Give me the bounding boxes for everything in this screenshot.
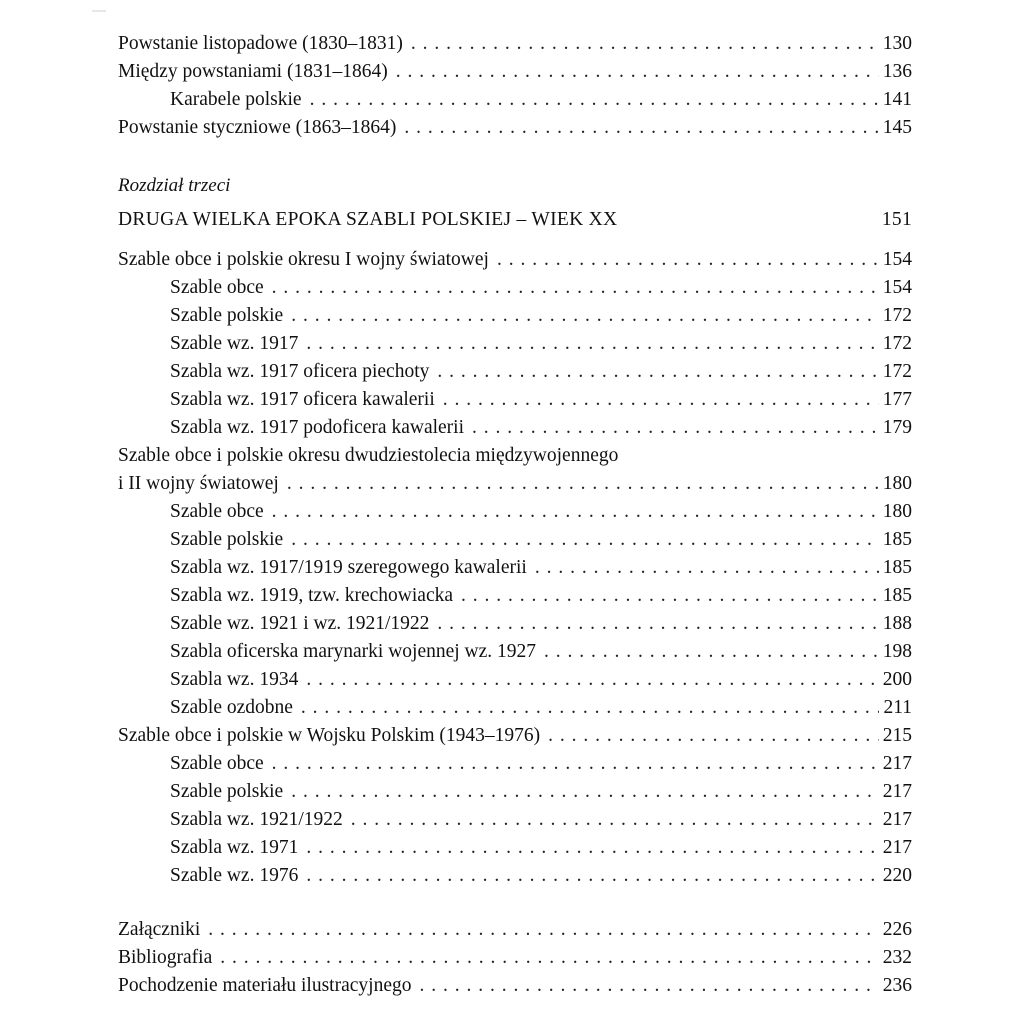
dot-leader: [220, 944, 879, 972]
dot-leader: [437, 358, 878, 386]
scan-artifact: [92, 10, 106, 12]
dot-leader: [306, 666, 878, 694]
chapter-label: Rozdział trzeci: [118, 175, 231, 196]
dot-leader: [291, 526, 879, 554]
toc-entry-page: 154: [882, 277, 912, 298]
toc-entry-label: Karabele polskie: [170, 89, 302, 110]
dot-leader: [472, 414, 879, 442]
toc-subentry: [170, 358, 912, 386]
toc-entry-label: Powstanie styczniowe (1863–1864): [118, 117, 397, 138]
toc-entry-label: Bibliografia: [118, 947, 213, 968]
toc-entry-page: 172: [882, 333, 912, 354]
toc-subentry: [170, 834, 912, 862]
toc-entry: [118, 944, 912, 972]
toc-entry-page: 180: [882, 501, 912, 522]
toc-entry-page: 215: [882, 725, 912, 746]
dot-leader: [301, 694, 880, 722]
dot-leader: [272, 274, 879, 302]
dot-leader: [291, 778, 879, 806]
toc-entry-label: Pochodzenie materiału ilustracyjnego: [118, 975, 412, 996]
dot-leader: [411, 30, 879, 58]
toc-entry-label: Szable obce i polskie okresu I wojny światowej: [118, 249, 489, 270]
toc-entry: [118, 114, 912, 142]
toc-subentry: [170, 414, 912, 442]
toc-entry-label: Szable obce: [170, 753, 264, 774]
toc-entry-page: 172: [882, 305, 912, 326]
toc-entry-label: Szable polskie: [170, 529, 284, 550]
toc-entry-label: Szable wz. 1921 i wz. 1921/1922: [170, 613, 430, 634]
dot-leader: [272, 750, 879, 778]
toc-entry-page: 217: [882, 753, 912, 774]
toc-entry-label: Szabla wz. 1971: [170, 837, 299, 858]
toc-entry-label: Między powstaniami (1831–1864): [118, 61, 388, 82]
dot-leader: [396, 58, 879, 86]
toc-entry-page: 220: [882, 865, 912, 886]
dot-leader: [419, 972, 878, 1000]
toc-entry-label: Szabla wz. 1921/1922: [170, 809, 343, 830]
toc-entry-page: 145: [882, 117, 912, 138]
dot-leader: [461, 582, 879, 610]
dot-leader: [351, 806, 879, 834]
chapter-title: [118, 206, 912, 234]
toc-entry-label: Szable obce: [170, 501, 264, 522]
toc-entry-page: 188: [882, 613, 912, 634]
toc-entry-label: Szabla wz. 1919, tzw. krechowiacka: [170, 585, 453, 606]
toc-entry-label: Szable polskie: [170, 781, 284, 802]
toc-entry-label: Załączniki: [118, 919, 201, 940]
toc-entry-label: Szable polskie: [170, 305, 284, 326]
toc-entry-page: 141: [882, 89, 912, 110]
toc-entry: [118, 972, 912, 1000]
toc-entry-page: 217: [882, 809, 912, 830]
toc-subentry: [170, 274, 912, 302]
toc-subentry: [170, 638, 912, 666]
dot-leader: [287, 470, 879, 498]
toc-subentry: [170, 386, 912, 414]
toc-entry-page: 185: [882, 585, 912, 606]
toc-entry-page: 211: [883, 697, 912, 718]
toc-entry-page: 130: [882, 33, 912, 54]
toc-subentry: [170, 330, 912, 358]
dot-leader: [306, 834, 878, 862]
dot-leader: [306, 862, 878, 890]
toc-entry-page: 236: [882, 975, 912, 996]
toc-entry-label: Szabla wz. 1917 oficera piechoty: [170, 361, 430, 382]
chapter-title-text: DRUGA WIELKA EPOKA SZABLI POLSKIEJ – WIEK XX: [118, 209, 618, 230]
dot-leader: [272, 498, 879, 526]
toc-subentry: [170, 666, 912, 694]
toc-entry-page: 136: [882, 61, 912, 82]
toc-entry-page: 154: [882, 249, 912, 270]
toc-entry-label: Szabla wz. 1917 podoficera kawalerii: [170, 417, 465, 438]
toc-subentry: [170, 526, 912, 554]
toc-entry-label: i II wojny światowej: [118, 473, 279, 494]
toc-entry: [118, 916, 912, 944]
toc-entry-label: Szable obce: [170, 277, 264, 298]
toc-entry-page: 179: [882, 417, 912, 438]
toc-entry-page: 217: [882, 781, 912, 802]
dot-leader: [497, 246, 879, 274]
toc-entry-label: Szabla oficerska marynarki wojennej wz. 1927: [170, 641, 537, 662]
toc-entry-page: 232: [882, 947, 912, 968]
dot-leader: [291, 302, 879, 330]
dot-leader: [443, 386, 879, 414]
toc-section-title: [118, 722, 912, 750]
toc-entry-label: Powstanie listopadowe (1830–1831): [118, 33, 403, 54]
toc-entry-page: 200: [882, 669, 912, 690]
toc-entry-label: Szabla wz. 1934: [170, 669, 299, 690]
toc-subentry: [170, 582, 912, 610]
dot-leader: [535, 554, 879, 582]
toc-subentry: [170, 694, 912, 722]
toc-subentry: [170, 806, 912, 834]
toc-entry-page: 217: [882, 837, 912, 858]
toc-entry-label: Szable wz. 1917: [170, 333, 299, 354]
toc-entry-label: Szable wz. 1976: [170, 865, 299, 886]
dot-leader: [544, 638, 879, 666]
dot-leader: [306, 330, 878, 358]
toc-entry-page: 198: [882, 641, 912, 662]
toc-subentry: [170, 498, 912, 526]
toc-entry-page: 172: [882, 361, 912, 382]
toc-subentry: [170, 610, 912, 638]
toc-entry-page: 177: [882, 389, 912, 410]
toc-subentry: [170, 750, 912, 778]
toc-subentry: [170, 302, 912, 330]
toc-entry-page: 185: [882, 557, 912, 578]
toc-entry-page: 226: [882, 919, 912, 940]
toc-section-title: Szable obce i polskie okresu dwudziestolecia międzywojennego: [118, 445, 619, 466]
toc-section-title: [118, 246, 912, 274]
toc-subentry: [170, 554, 912, 582]
toc-entry-page: 185: [882, 529, 912, 550]
dot-leader: [548, 722, 879, 750]
toc-subentry: [170, 778, 912, 806]
dot-leader: [208, 916, 878, 944]
toc-entry-page: 180: [882, 473, 912, 494]
dot-leader: [404, 114, 878, 142]
toc-entry-label: Szable obce i polskie w Wojsku Polskim (1943–1976): [118, 725, 541, 746]
toc-entry-label: Szabla wz. 1917/1919 szeregowego kawalerii: [170, 557, 527, 578]
toc-section-title-cont: [118, 470, 912, 498]
toc-entry: [118, 58, 912, 86]
dot-leader: [310, 86, 879, 114]
toc-subentry: [170, 862, 912, 890]
toc-entry: [118, 30, 912, 58]
toc-subentry: [170, 86, 912, 114]
toc-entry-label: Szabla wz. 1917 oficera kawalerii: [170, 389, 435, 410]
chapter-title-page: 151: [881, 209, 912, 230]
dot-leader: [437, 610, 878, 638]
toc-entry-label: Szable ozdobne: [170, 697, 293, 718]
